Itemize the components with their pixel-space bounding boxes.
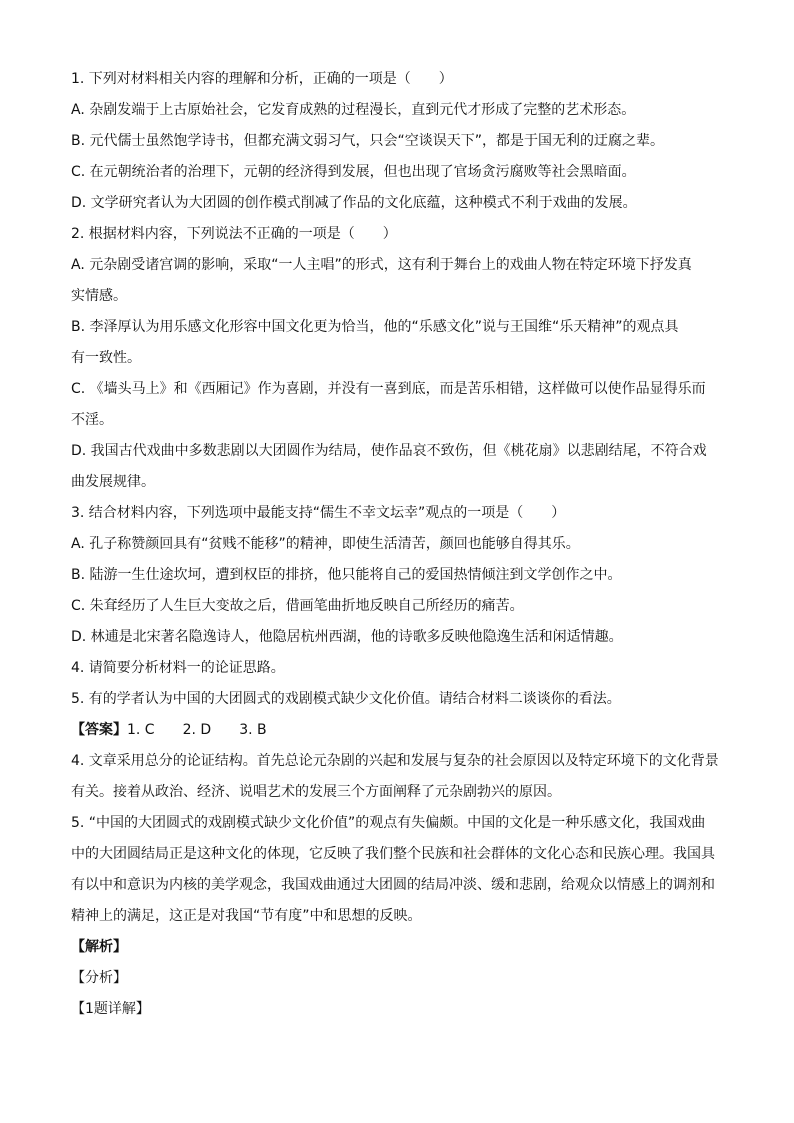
answer-5-line1: 5. “中国的大团圆式的戏剧模式缺少文化价值”的观点有失偏颇。中国的文化是一种乐感文化，我国戏曲 xyxy=(71,815,706,831)
q2-stem: 2. 根据材料内容，下列说法不正确的一项是（ ） xyxy=(71,226,397,242)
q3-option-a: A. 孔子称赞颜回具有“贫贱不能移”的精神，即使生活清苦，颜回也能够自得其乐。 xyxy=(71,536,580,552)
q2-option-b-line2: 有一致性。 xyxy=(71,350,141,366)
q2-option-b-line1: B. 李泽厚认为用乐感文化形容中国文化更为恰当，他的“乐感文化”说与王国维“乐天精神”的观点具 xyxy=(71,319,679,335)
q3-option-b: B. 陆游一生仕途坎坷，遭到权臣的排挤，他只能将自己的爱国热情倾注到文学创作之中。 xyxy=(71,567,622,583)
document-page xyxy=(71,64,723,1025)
q2-option-a xyxy=(71,250,723,312)
q2-option-c-line2: 不淫。 xyxy=(71,412,113,428)
q2-option-d-line1: D. 我国古代戏曲中多数悲剧以大团圆作为结局，使作品哀不致伤，但《桃花扇》以悲剧结尾，不符合戏 xyxy=(71,443,707,459)
q2-option-d xyxy=(71,436,723,498)
q1-option-c: C. 在元朝统治者的治理下，元朝的经济得到发展，但也出现了官场贪污腐败等社会黑暗面。 xyxy=(71,164,636,180)
q2-option-d-line2: 曲发展规律。 xyxy=(71,474,155,490)
answer-4-line1: 4. 文章采用总分的论证结构。首先总论元杂剧的兴起和发展与复杂的社会原因以及特定环境下的文化背景 xyxy=(71,753,719,769)
fenxi-heading: 【分析】 xyxy=(71,970,127,986)
q2-option-a-line2: 实情感。 xyxy=(71,288,127,304)
q2-option-b xyxy=(71,312,723,374)
detail-1-heading: 【1题详解】 xyxy=(71,1001,150,1017)
q1-option-a: A. 杂剧发端于上古原始社会，它发育成熟的过程漫长，直到元代才形成了完整的艺术形态。 xyxy=(71,102,636,118)
q2-option-a-line1: A. 元杂剧受诸宫调的影响，采取“一人主唱”的形式，这有利于舞台上的戏曲人物在特定环境下抒发真 xyxy=(71,257,692,273)
answer-5-line4: 精神上的满足，这正是对我国“节有度”中和思想的反映。 xyxy=(71,908,422,924)
answer-3: 3. B xyxy=(239,722,267,738)
answer-5 xyxy=(71,808,723,932)
analysis-heading: 【解析】 xyxy=(71,939,127,955)
q4-stem: 4. 请简要分析材料一的论证思路。 xyxy=(71,660,285,676)
q1-stem: 1. 下列对材料相关内容的理解和分析，正确的一项是（ ） xyxy=(71,71,453,87)
answer-4-line2: 有关。接着从政治、经济、说唱艺术的发展三个方面阐释了元杂剧勃兴的原因。 xyxy=(71,784,561,800)
q5-stem: 5. 有的学者认为中国的大团圆式的戏剧模式缺少文化价值。请结合材料二谈谈你的看法。 xyxy=(71,691,621,707)
answer-2: 2. D xyxy=(182,722,212,738)
answer-5-line3: 有以中和意识为内核的美学观念，我国戏曲通过大团圆的结局冲淡、缓和悲剧，给观众以情感上的调剂和 xyxy=(71,877,715,893)
answer-row xyxy=(71,715,723,746)
q2-option-c xyxy=(71,374,723,436)
answer-1: 1. C xyxy=(127,722,155,738)
q1-option-d: D. 文学研究者认为大团圆的创作模式削减了作品的文化底蕴，这种模式不利于戏曲的发展。 xyxy=(71,195,637,211)
answer-4 xyxy=(71,746,723,808)
q3-option-d: D. 林逋是北宋著名隐逸诗人，他隐居杭州西湖，他的诗歌多反映他隐逸生活和闲适情趣。 xyxy=(71,629,623,645)
q3-stem: 3. 结合材料内容，下列选项中最能支持“儒生不幸文坛幸”观点的一项是（ ） xyxy=(71,505,566,521)
answer-5-line2: 中的大团圆结局正是这种文化的体现，它反映了我们整个民族和社会群体的文化心态和民族心理。我国具 xyxy=(71,846,715,862)
q3-option-c: C. 朱耷经历了人生巨大变故之后，借画笔曲折地反映自己所经历的痛苦。 xyxy=(71,598,524,614)
answer-tag: 【答案】 xyxy=(71,722,127,738)
q2-option-c-line1: C. 《墙头马上》和《西厢记》作为喜剧，并没有一喜到底，而是苦乐相错，这样做可以使作品显得乐而 xyxy=(71,381,706,397)
q1-option-b: B. 元代儒士虽然饱学诗书，但都充满文弱习气，只会“空谈误天下”，都是于国无利的迂腐之辈。 xyxy=(71,133,665,149)
